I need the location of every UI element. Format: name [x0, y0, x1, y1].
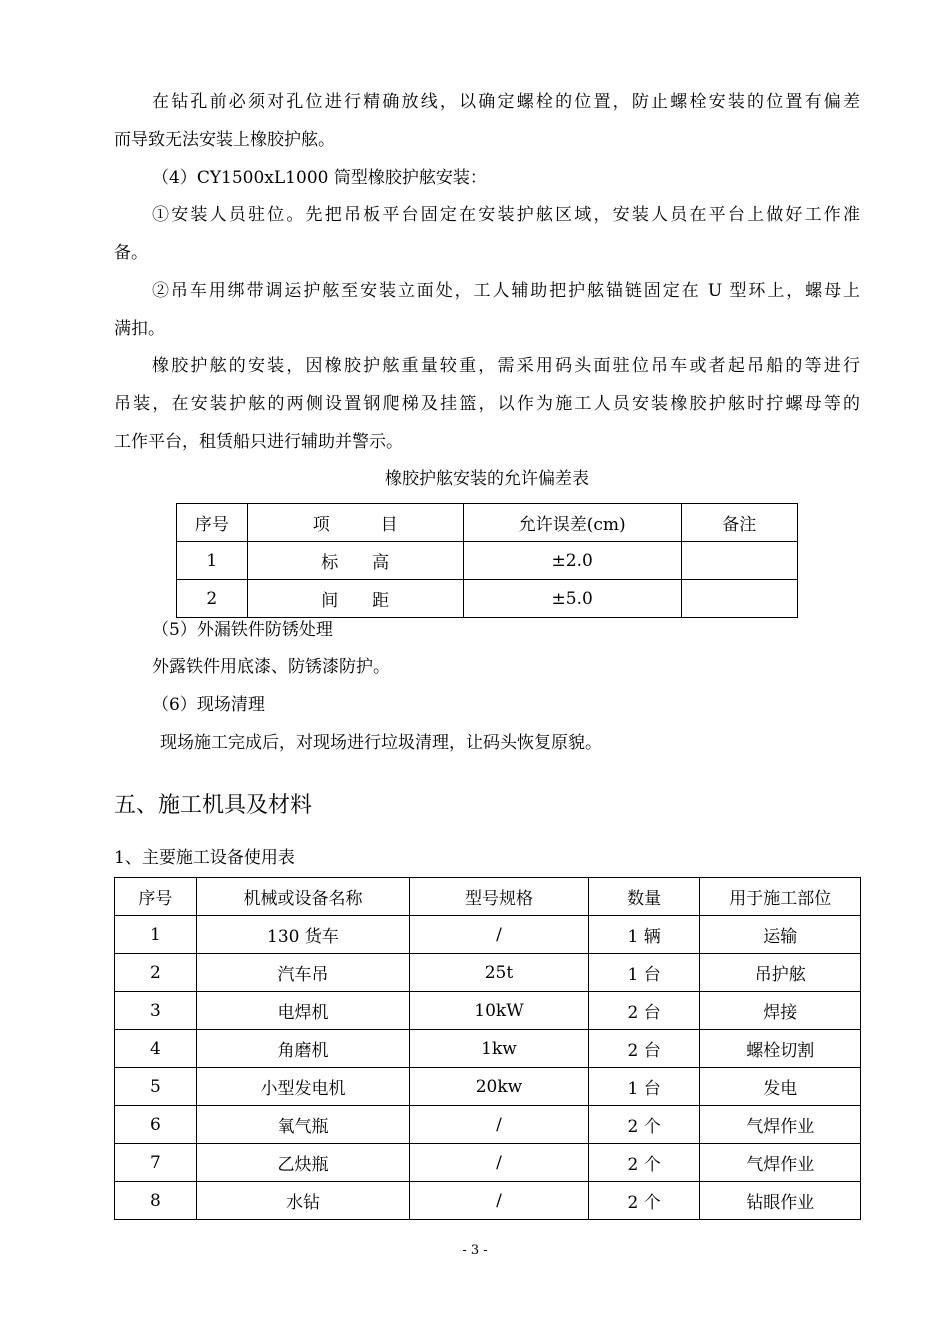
page-number: - 3 - — [462, 1243, 488, 1258]
paragraph-line: 在钻孔前必须对孔位进行精确放线，以确定螺栓的位置，防止螺栓安装的位置有偏差 — [152, 92, 860, 112]
table-row — [115, 954, 861, 992]
table-cell: 2 个 — [588, 1182, 700, 1220]
table-cell: 气焊作业 — [700, 1106, 861, 1144]
tolerance-table-caption: 橡胶护舷安装的允许偏差表 — [385, 469, 589, 489]
table-cell: 乙炔瓶 — [196, 1144, 409, 1182]
table-row — [115, 1182, 861, 1220]
table-cell: 10kW — [410, 992, 589, 1030]
table-cell: 1kw — [410, 1030, 589, 1068]
table-cell: / — [410, 916, 589, 954]
header-cell: 项 目 — [247, 504, 463, 542]
table-cell: 电焊机 — [196, 992, 409, 1030]
equipment-table — [114, 877, 861, 1220]
table-cell: 汽车吊 — [196, 954, 409, 992]
table-row — [115, 1030, 861, 1068]
table-cell: 8 — [115, 1182, 197, 1220]
step-6-heading: （6）现场清理 — [152, 695, 265, 715]
tolerance-table — [176, 503, 798, 618]
table-row — [115, 916, 861, 954]
table-cell: 2 个 — [588, 1144, 700, 1182]
header-cell: 机械或设备名称 — [196, 878, 409, 916]
table-cell: 1 台 — [588, 954, 700, 992]
header-cell: 备注 — [681, 504, 797, 542]
paragraph-line: 而导致无法安装上橡胶护舷。 — [114, 130, 335, 150]
table-cell: 水钻 — [196, 1182, 409, 1220]
table-cell: 运输 — [700, 916, 861, 954]
table-cell: 2 — [177, 580, 248, 618]
header-cell: 序号 — [177, 504, 248, 542]
paragraph-line: 橡胶护舷的安装，因橡胶护舷重量较重，需采用码头面驻位吊车或者起吊船的等进行 — [152, 356, 860, 376]
section-heading: 五、施工机具及材料 — [114, 793, 313, 818]
table-cell: ±2.0 — [463, 542, 681, 580]
table-cell: 4 — [115, 1030, 197, 1068]
table-cell: 气焊作业 — [700, 1144, 861, 1182]
section-subheading: 1、主要施工设备使用表 — [114, 848, 295, 868]
paragraph-line: 外露铁件用底漆、防锈漆防护。 — [152, 657, 390, 677]
table-cell: 螺栓切割 — [700, 1030, 861, 1068]
table-cell: 20kw — [410, 1068, 589, 1106]
table-cell: 130 货车 — [196, 916, 409, 954]
table-cell: 钻眼作业 — [700, 1182, 861, 1220]
table-cell: 2 — [115, 954, 197, 992]
table-cell: 吊护舷 — [700, 954, 861, 992]
step-5-heading: （5）外漏铁件防锈处理 — [152, 620, 333, 640]
paragraph-line: ②吊车用绑带调运护舷至安装立面处，工人辅助把护舷锚链固定在 U 型环上，螺母上 — [152, 281, 860, 301]
table-cell: / — [410, 1106, 589, 1144]
table-cell: 氧气瓶 — [196, 1106, 409, 1144]
table-cell: / — [410, 1182, 589, 1220]
table-cell: / — [410, 1144, 589, 1182]
table-cell: 3 — [115, 992, 197, 1030]
table-row — [115, 1068, 861, 1106]
table-cell — [681, 580, 797, 618]
paragraph-line: 满扣。 — [114, 319, 165, 339]
table-cell: 标 高 — [247, 542, 463, 580]
table-cell: 1 台 — [588, 1068, 700, 1106]
table-cell: 角磨机 — [196, 1030, 409, 1068]
table-cell: 1 辆 — [588, 916, 700, 954]
table-row — [115, 1106, 861, 1144]
header-cell: 型号规格 — [410, 878, 589, 916]
table-row — [115, 992, 861, 1030]
table-cell: 2 个 — [588, 1106, 700, 1144]
paragraph-line: ①安装人员驻位。先把吊板平台固定在安装护舷区域，安装人员在平台上做好工作准 — [152, 205, 860, 225]
table-cell: 25t — [410, 954, 589, 992]
table-cell: 1 — [177, 542, 248, 580]
table-cell: 间 距 — [247, 580, 463, 618]
paragraph-line: 吊装，在安装护舷的两侧设置钢爬梯及挂篮，以作为施工人员安装橡胶护舷时拧螺母等的 — [114, 394, 860, 414]
table-cell: 6 — [115, 1106, 197, 1144]
step-4-heading: （4）CY1500xL1000 筒型橡胶护舷安装： — [152, 168, 487, 188]
table-cell: 发电 — [700, 1068, 861, 1106]
paragraph-line: 备。 — [114, 243, 148, 263]
table-row — [177, 542, 798, 580]
table-header-row — [115, 878, 861, 916]
table-cell: 小型发电机 — [196, 1068, 409, 1106]
header-cell: 用于施工部位 — [700, 878, 861, 916]
header-cell: 允许误差(cm) — [463, 504, 681, 542]
header-cell: 序号 — [115, 878, 197, 916]
table-cell — [681, 542, 797, 580]
paragraph-line: 现场施工完成后，对现场进行垃圾清理，让码头恢复原貌。 — [160, 733, 602, 753]
table-row — [115, 1144, 861, 1182]
table-cell: 2 台 — [588, 992, 700, 1030]
table-cell: 5 — [115, 1068, 197, 1106]
table-row — [177, 580, 798, 618]
table-cell: 7 — [115, 1144, 197, 1182]
table-cell: 焊接 — [700, 992, 861, 1030]
paragraph-line: 工作平台，租赁船只进行辅助并警示。 — [114, 432, 403, 452]
table-cell: ±5.0 — [463, 580, 681, 618]
table-cell: 1 — [115, 916, 197, 954]
table-header-row — [177, 504, 798, 542]
table-cell: 2 台 — [588, 1030, 700, 1068]
header-cell: 数量 — [588, 878, 700, 916]
